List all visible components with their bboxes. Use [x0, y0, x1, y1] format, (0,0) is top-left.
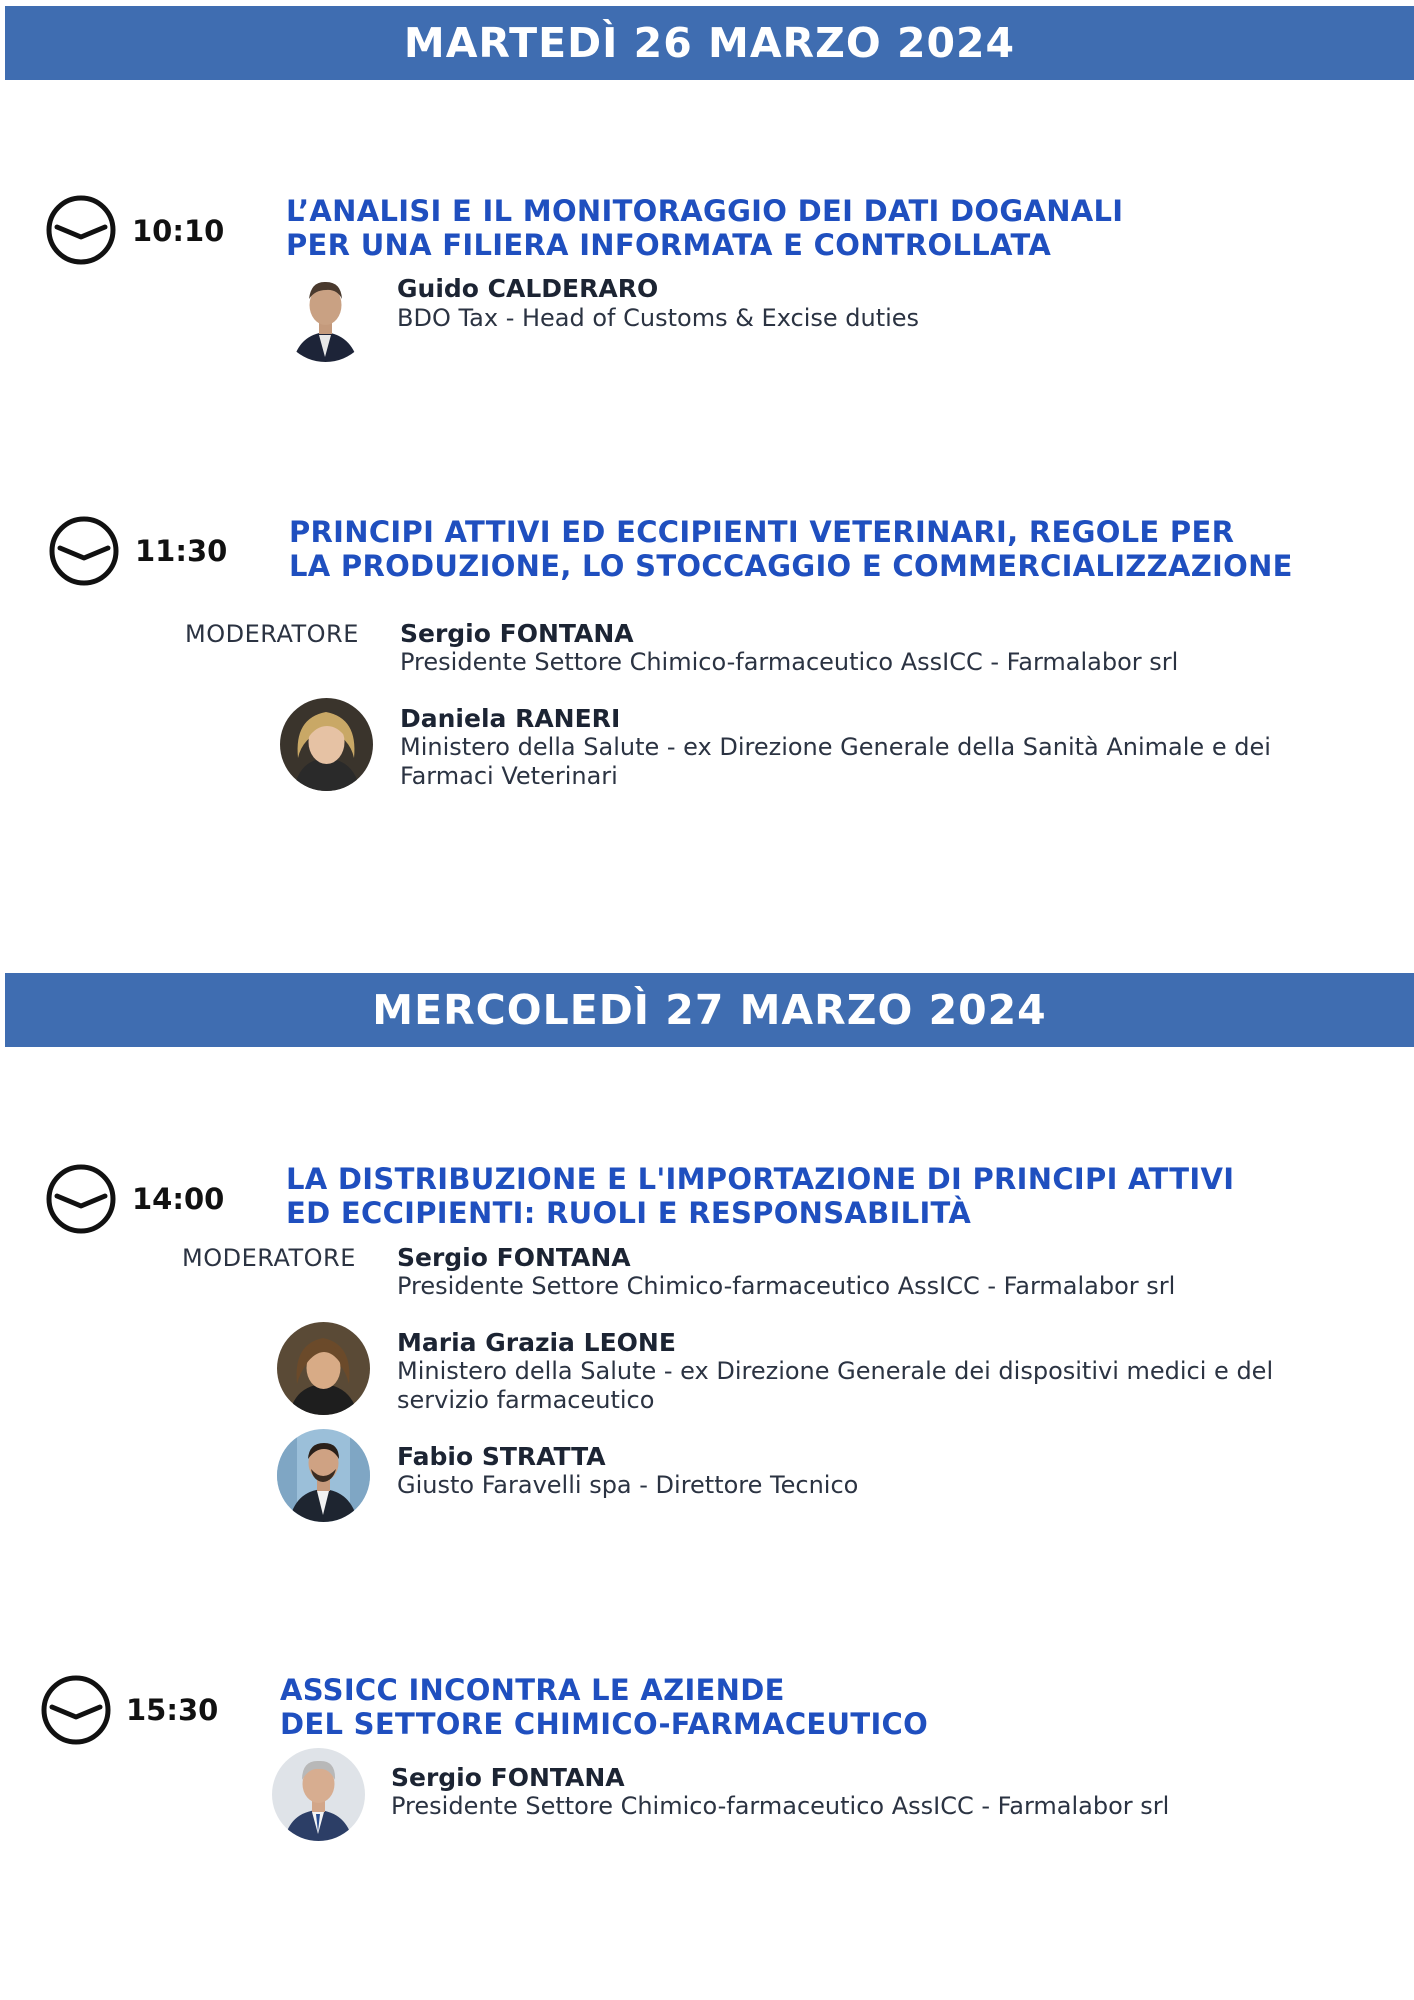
- clock-icon: [40, 1674, 112, 1746]
- session-time: 11:30: [135, 534, 228, 568]
- speaker-avatar: [280, 698, 373, 791]
- speaker-avatar: [272, 1748, 365, 1841]
- speaker-avatar: [277, 1322, 370, 1415]
- speaker-name: Sergio FONTANA: [397, 1243, 631, 1272]
- day-header: [5, 973, 1414, 1047]
- moderator-label: MODERATORE: [185, 620, 359, 648]
- speaker-role: Ministero della Salute - ex Direzione Generale dei dispositivi medici e del servizio farmaceutico: [397, 1357, 1274, 1414]
- speaker-role: Presidente Settore Chimico-farmaceutico AssICC - Farmalabor srl: [400, 648, 1179, 676]
- clock-icon: [45, 194, 117, 266]
- moderator-label: MODERATORE: [182, 1244, 356, 1272]
- session-time: 15:30: [126, 1693, 219, 1727]
- speaker-name: Sergio FONTANA: [391, 1763, 625, 1792]
- speaker-name: Sergio FONTANA: [400, 619, 634, 648]
- session-title: ASSICC INCONTRA LE AZIENDE DEL SETTORE CHIMICO-FARMACEUTICO: [280, 1673, 929, 1741]
- session-title: L’ANALISI E IL MONITORAGGIO DEI DATI DOGANALI PER UNA FILIERA INFORMATA E CONTROLLATA: [286, 194, 1124, 262]
- session-time: 10:10: [132, 214, 225, 248]
- speaker-avatar: [279, 269, 372, 362]
- speaker-avatar: [277, 1429, 370, 1522]
- speaker-name: Guido CALDERARO: [397, 274, 659, 303]
- speaker-name: Daniela RANERI: [400, 704, 621, 733]
- clock-icon: [48, 515, 120, 587]
- speaker-role: BDO Tax - Head of Customs & Excise duties: [397, 304, 920, 332]
- clock-icon: [45, 1163, 117, 1235]
- session-time: 14:00: [132, 1182, 225, 1216]
- speaker-role: Ministero della Salute - ex Direzione Generale della Sanità Animale e dei Farmaci Veterinari: [400, 733, 1271, 790]
- speaker-role: Giusto Faravelli spa - Direttore Tecnico: [397, 1471, 859, 1499]
- session-title: LA DISTRIBUZIONE E L'IMPORTAZIONE DI PRINCIPI ATTIVI ED ECCIPIENTI: RUOLI E RESPONSABILITÀ: [286, 1162, 1235, 1230]
- speaker-name: Fabio STRATTA: [397, 1442, 606, 1471]
- day-title: MERCOLEDÌ 27 MARZO 2024: [372, 986, 1047, 1034]
- speaker-role: Presidente Settore Chimico-farmaceutico AssICC - Farmalabor srl: [391, 1792, 1170, 1820]
- speaker-name: Maria Grazia LEONE: [397, 1328, 676, 1357]
- day-header: [5, 6, 1414, 80]
- day-title: MARTEDÌ 26 MARZO 2024: [403, 19, 1016, 67]
- speaker-role: Presidente Settore Chimico-farmaceutico AssICC - Farmalabor srl: [397, 1272, 1176, 1300]
- session-title: PRINCIPI ATTIVI ED ECCIPIENTI VETERINARI, REGOLE PER LA PRODUZIONE, LO STOCCAGGIO E COMMERCIALIZZAZIONE: [289, 515, 1293, 583]
